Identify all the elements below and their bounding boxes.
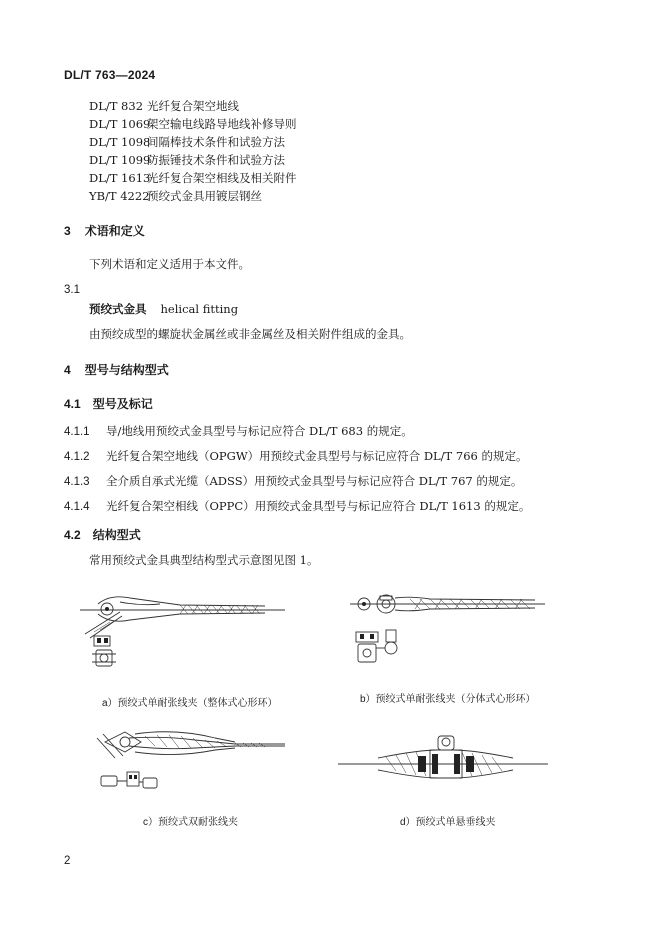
clause-number: 4.1.1 [64, 426, 90, 438]
clause-4-1-2 [64, 448, 528, 464]
section-3-intro: 下列术语和定义适用于本文件。 [89, 257, 250, 271]
page-number: 2 [64, 855, 71, 867]
clause-text: 导/地线用预绞式金具型号与标记应符合 DL/T 683 的规定。 [106, 424, 413, 438]
section-title: 结构型式 [92, 528, 141, 542]
document-code: DL/T 763—2024 [64, 68, 156, 82]
reference-item [89, 170, 297, 186]
figure-caption-d: d）预绞式单悬垂线夹 [400, 817, 496, 828]
figure-a-drawing [80, 592, 290, 677]
clause-4-1-3 [64, 473, 522, 489]
reference-title: 预绞式金具用镀层钢丝 [147, 189, 262, 203]
clause-4-1-1 [64, 423, 413, 439]
term-chinese: 预绞式金具 [89, 304, 147, 316]
figure-caption-a: a）预绞式单耐张线夹（整体式心形环） [102, 698, 278, 709]
section-number: 4 [64, 363, 71, 377]
figure-d-drawing [338, 728, 553, 803]
clause-number: 4.1.2 [64, 451, 90, 463]
section-4-heading [64, 361, 169, 378]
term-english: helical fitting [160, 302, 239, 316]
reference-item [89, 134, 285, 150]
term-number: 3.1 [64, 284, 80, 296]
reference-code: YB/T 4222 [89, 189, 150, 203]
clause-text: 光纤复合架空相线（OPPC）用预绞式金具型号与标记应符合 DL/T 1613 的规定。 [106, 499, 531, 513]
section-4-2-heading [64, 526, 141, 543]
section-number: 4.1 [64, 397, 81, 411]
reference-item [89, 98, 239, 114]
term-definition: 由预绞成型的螺旋状金属丝或非金属丝及相关附件组成的金具。 [89, 327, 411, 341]
reference-item [89, 152, 285, 168]
figure-c-drawing [85, 728, 295, 798]
clause-4-1-4 [64, 498, 530, 514]
reference-code: DL/T 1069 [89, 117, 151, 131]
figure-caption-b: b）预绞式单耐张线夹（分体式心形环） [360, 694, 536, 705]
reference-item [89, 188, 262, 204]
reference-code: DL/T 832 [89, 99, 144, 113]
reference-code: DL/T 1098 [89, 135, 151, 149]
section-title: 术语和定义 [84, 224, 145, 238]
clause-text: 光纤复合架空地线（OPGW）用预绞式金具型号与标记应符合 DL/T 766 的规定。 [106, 449, 528, 463]
clause-number: 4.1.3 [64, 476, 90, 488]
reference-item [89, 116, 297, 132]
reference-code: DL/T 1613 [89, 171, 151, 185]
figure-b-drawing [350, 590, 550, 670]
section-number: 3 [64, 224, 71, 238]
term-entry [89, 301, 238, 317]
section-4-1-heading [64, 395, 153, 412]
reference-title: 防振锤技术条件和试验方法 [147, 153, 285, 167]
clause-text: 全介质自承式光缆（ADSS）用预绞式金具型号与标记应符合 DL/T 767 的规定。 [106, 474, 523, 488]
reference-title: 架空输电线路导地线补修导则 [147, 117, 297, 131]
section-title: 型号与结构型式 [84, 363, 169, 377]
figure-caption-c: c）预绞式双耐张线夹 [143, 817, 238, 828]
section-4-2-text: 常用预绞式金具典型结构型式示意图见图 1。 [89, 553, 319, 567]
section-title: 型号及标记 [92, 397, 153, 411]
clause-number: 4.1.4 [64, 501, 90, 513]
reference-title: 间隔棒技术条件和试验方法 [147, 135, 285, 149]
reference-code: DL/T 1099 [89, 153, 151, 167]
section-number: 4.2 [64, 528, 81, 542]
section-3-heading [64, 222, 145, 239]
reference-title: 光纤复合架空相线及相关附件 [147, 171, 297, 185]
reference-title: 光纤复合架空地线 [147, 99, 239, 113]
